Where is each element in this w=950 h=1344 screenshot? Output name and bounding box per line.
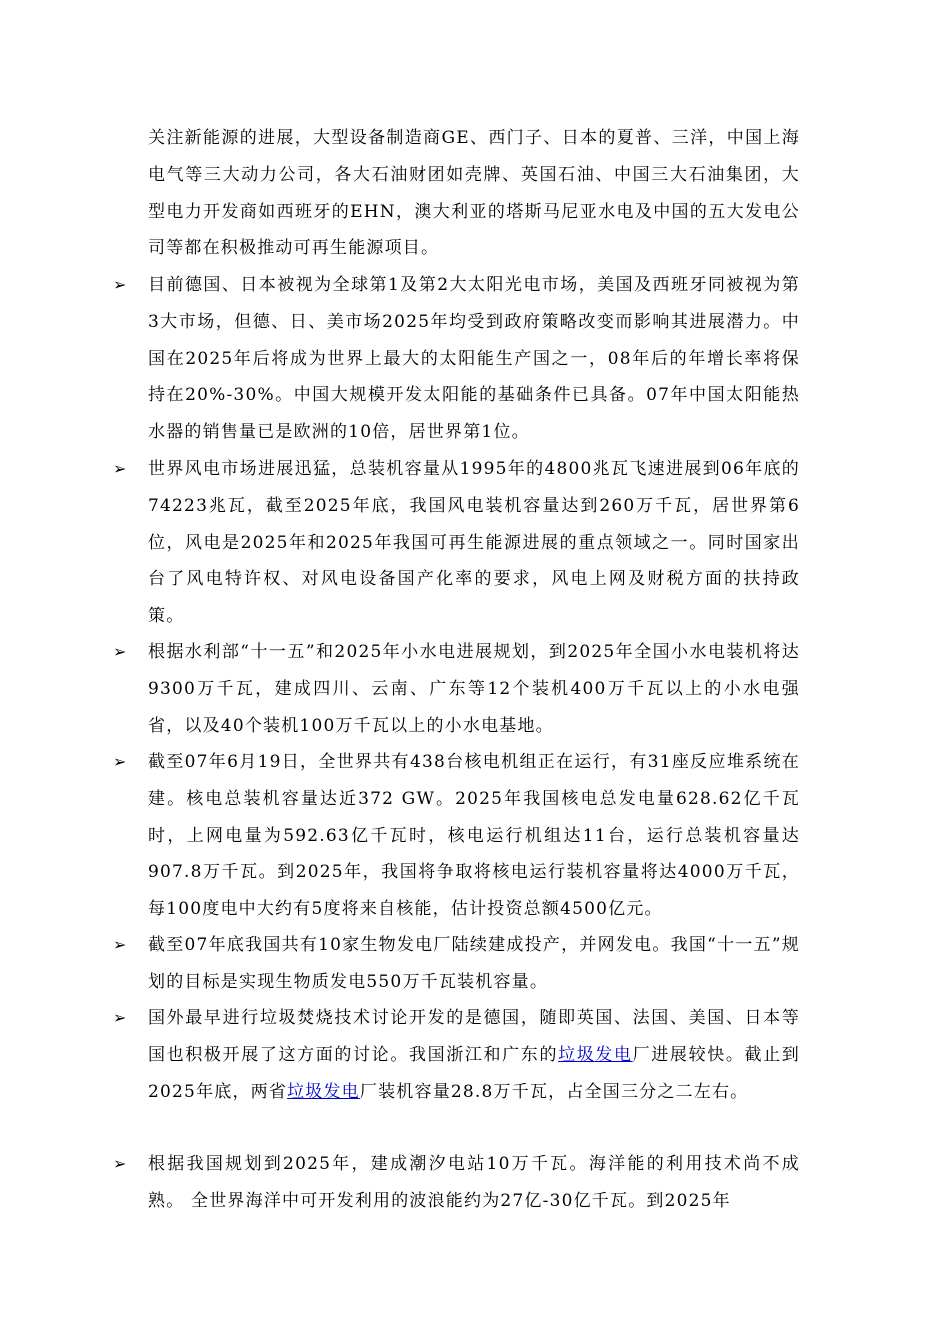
waste-text-a: 国外最早进行垃圾焚烧技术讨论开发的是德国，随即英国、法国、美国、日本等国也积极开展了这方面的讨论。我国浙江和广东的 [148,1008,800,1065]
paragraph-hydro: 根据水利部“十一五”和2025年小水电进展规划，到2025年全国小水电装机将达9300万千瓦，建成四川、云南、广东等12个装机400万千瓦以上的小水电强省，以及40个装机100万千瓦以上的小水电基地。 [148,642,800,736]
waste-text-b: 厂进展较快。截止到2025年底，两省 [148,1044,800,1102]
paragraph-ocean: 根据我国规划到2025年，建成潮汐电站10万千瓦。海洋能的利用技术尚不成熟。 全世界海洋中可开发利用的波浪能约为27亿-30亿千瓦。到2025年 [148,1154,800,1211]
paragraph-biomass: 截至07年底我国共有10家生物发电厂陆续建成投产，并网发电。我国“十一五”规划的目标是实现生物质发电550万千瓦装机容量。 [148,935,800,992]
bullet-arrow-icon: ➢ [113,1154,127,1173]
bullet-arrow-icon: ➢ [113,752,127,771]
intro-paragraph: 关注新能源的进展，大型设备制造商GE、西门子、日本的夏普、三洋，中国上海电气等三大动力公司，各大石油财团如壳牌、英国石油、中国三大石油集团，大型电力开发商如西班牙的EHN，澳大利亚的塔斯马尼亚水电及中国的五大发电公司等都在积极推动可再生能源项目。 [148,128,800,259]
paragraph-wind: 世界风电市场进展迅猛，总装机容量从1995年的4800兆瓦飞速进展到06年底的74223兆瓦，截至2025年底，我国风电装机容量达到260万千瓦，居世界第6位，风电是2025年和2025年我国可再生能源进展的重点领域之一。同时国家出台了风电特许权、对风电设备国产化率的要求，风电上网及财税方面的扶持政策。 [148,459,800,627]
paragraph-solar: 目前德国、日本被视为全球第1及第2大太阳光电市场，美国及西班牙同被视为第3大市场，但德、日、美市场2025年均受到政府策略改变而影响其进展潜力。中国在2025年后将成为世界上最大的太阳能生产国之一，08年后的年增长率将保持在20%-30%。中国大规模开发太阳能的基础条件已具备。07年中国太阳能热水器的销售量已是欧洲的10倍，居世界第1位。 [148,275,800,443]
bullet-arrow-icon: ➢ [113,459,127,478]
bullet-arrow-icon: ➢ [113,935,127,954]
bullet-arrow-icon: ➢ [113,275,127,294]
bullet-arrow-icon: ➢ [113,1008,127,1027]
waste-text-c: 厂装机容量28.8万千瓦，占全国三分之二左右。 [359,1081,749,1102]
waste-power-link[interactable]: 垃圾发电 [558,1044,633,1065]
bullet-arrow-icon: ➢ [113,642,127,661]
paragraph-nuclear: 截至07年6月19日，全世界共有438台核电机组正在运行，有31座反应堆系统在建。核电总装机容量达近372 GW。2025年我国核电总发电量628.62亿千瓦时，上网电量为592.63亿千瓦时，核电运行机组达11台，运行总装机容量达907.8万千瓦。到2025年，我国将争取将核电运行装机容量将达4000万千瓦，每100度电中大约有5度将来自核能，估计投资总额4500亿元。 [148,752,800,920]
waste-power-link-2[interactable]: 垃圾发电 [287,1081,360,1102]
paragraph-waste [148,1000,800,1110]
